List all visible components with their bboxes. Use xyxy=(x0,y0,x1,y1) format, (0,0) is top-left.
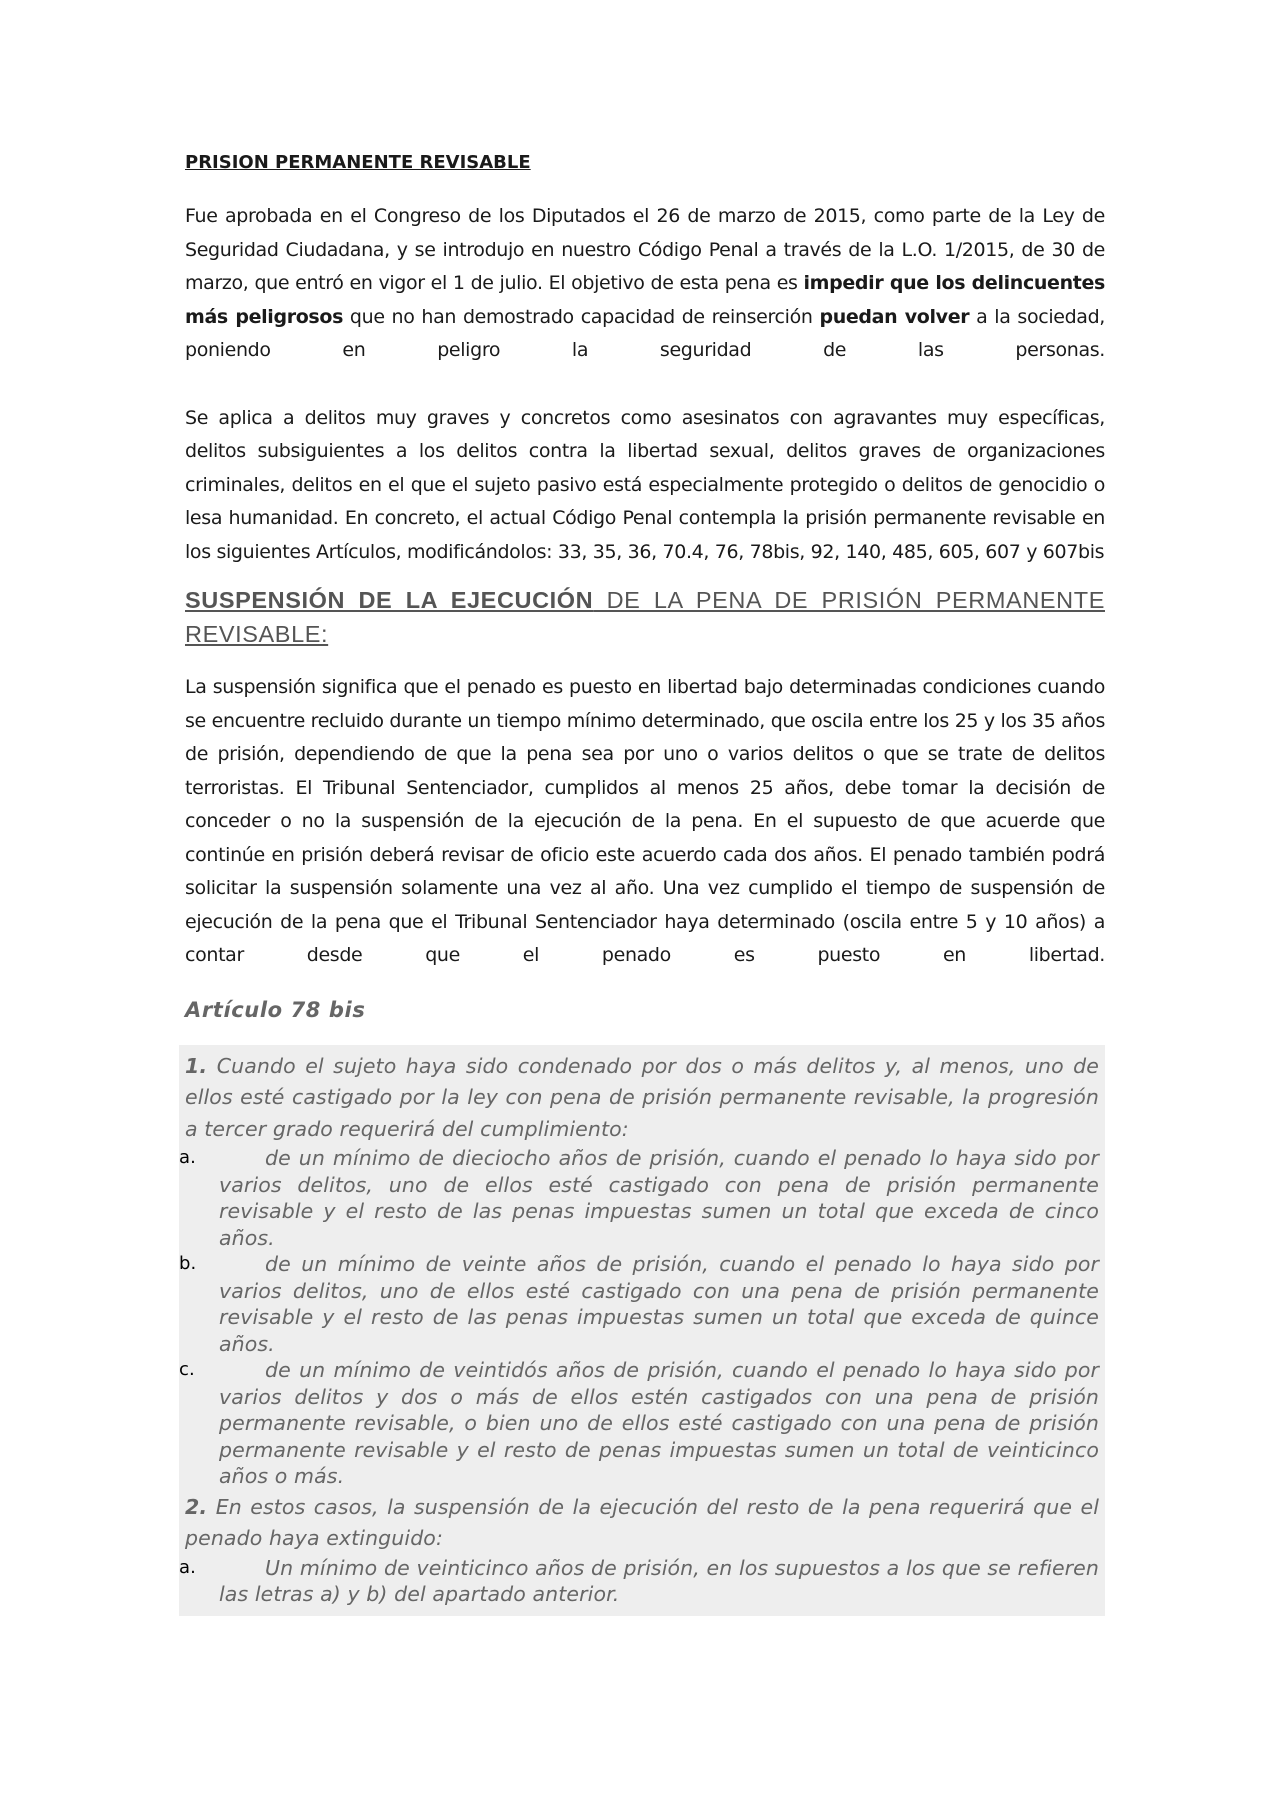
article-quote-box xyxy=(179,1045,1105,1616)
spacer xyxy=(185,368,1105,402)
intro-paragraph xyxy=(185,200,1105,368)
section-heading-rest: DE LA PENA DE PRISIÓN PERMANENTE REVISABLE: xyxy=(185,587,1105,647)
article-paragraph-text: Cuando el sujeto haya sido condenado por dos o más delitos y, al menos, uno de ellos esté castigado por la ley con pena de prisión permanente revisable, la progresión a tercer grado requerirá del cumplimiento: xyxy=(185,1053,1099,1141)
list-marker: c. xyxy=(179,1359,195,1380)
article-paragraph-number: 2. xyxy=(185,1494,208,1519)
intro-bold-1: impedir que los delincuentes más peligrosos xyxy=(185,272,1105,328)
list-item-text: de un mínimo de veinte años de prisión, cuando el penado lo haya sido por varios delitos, uno de ellos esté castigado con una pena de prisión permanente revisable y el resto de las penas impuestas sumen un total que exceda de quince años. xyxy=(219,1252,1099,1356)
article-paragraph-text: En estos casos, la suspensión de la ejecución del resto de la pena requerirá que el penado haya extinguido: xyxy=(185,1494,1099,1550)
article-paragraph-number: 1. xyxy=(185,1053,208,1078)
article-paragraph-1 xyxy=(185,1051,1099,1146)
list-marker: b. xyxy=(179,1253,197,1274)
article-list-item xyxy=(179,1357,1099,1490)
list-marker: a. xyxy=(179,1556,196,1578)
article-heading: Artículo 78 bis xyxy=(185,997,366,1022)
article-list-item xyxy=(179,1555,1099,1608)
document-title: PRISION PERMANENTE REVISABLE xyxy=(185,152,531,173)
document-page xyxy=(179,150,1105,1616)
section-heading-bold: SUSPENSIÓN DE LA EJECUCIÓN xyxy=(185,587,594,613)
suspension-paragraph: La suspensión significa que el penado es puesto en libertad bajo determinadas condiciones cuando se encuentre recluido durante un tiempo mínimo determinado, que oscila entre los 25 y los 35 años de prisión, dependiendo de que la pena sea por uno o varios delitos o que se trate de delitos terroristas. El Tribunal Sentenciador, cumplidos al menos 25 años, debe tomar la decisión de conceder o no la suspensión de la ejecución de la pena. En el supuesto de que acuerde que continúe en prisión deberá revisar de oficio este acuerdo cada dos años. El penado también podrá solicitar la suspensión solamente una vez al año. Una vez cumplido el tiempo de suspensión de ejecución de la pena que el Tribunal Sentenciador haya determinado (oscila entre 5 y 10 años) a contar desde que el penado es puesto en libertad. xyxy=(185,676,1105,966)
intro-text-2: que no han demostrado capacidad de reinserción xyxy=(343,305,820,328)
article-paragraph-2 xyxy=(185,1492,1099,1555)
list-item-text: Un mínimo de veinticinco años de prisión, en los supuestos a los que se refieren las letras a) y b) del apartado anterior. xyxy=(219,1555,1099,1606)
list-item-text: de un mínimo de veintidós años de prisión, cuando el penado lo haya sido por varios delitos y dos o más de ellos estén castigados con una pena de prisión permanente revisable, o bien uno de ellos esté castigado con una pena de prisión permanente revisable y el resto de penas impuestas sumen un total de veinticinco años o más. xyxy=(219,1358,1099,1488)
article-list-item xyxy=(179,1251,1099,1357)
list-marker: a. xyxy=(179,1147,196,1168)
intro-text-1: Fue aprobada en el Congreso de los Diputados el 26 de marzo de 2015, como parte de la Ley de Seguridad Ciudadana, y se introdujo en nuestro Código Penal a través de la L.O. 1/2015, de 30 de marzo, que entró en vigor el 1 de julio. El objetivo de esta pena es xyxy=(185,205,1105,294)
article-list-item xyxy=(179,1145,1099,1251)
intro-bold-2: puedan volver xyxy=(819,305,970,328)
intro-text-3: a la sociedad, poniendo en peligro la seguridad de las personas. xyxy=(185,305,1105,361)
section-heading xyxy=(185,583,1105,651)
spacer xyxy=(185,569,1105,583)
scope-paragraph: Se aplica a delitos muy graves y concretos como asesinatos con agravantes muy específicas, delitos subsiguientes a los delitos contra la libertad sexual, delitos graves de organizaciones criminales, delitos en el que el sujeto pasivo está especialmente protegido o delitos de genocidio o lesa humanidad. En concreto, el actual Código Penal contempla la prisión permanente revisable en los siguientes Artículos, modificándolos: 33, 35, 36, 70.4, 76, 78bis, 92, 140, 485, 605, 607 y 607bis xyxy=(185,406,1105,563)
list-item-text: de un mínimo de dieciocho años de prisión, cuando el penado lo haya sido por varios delitos, uno de ellos esté castigado con pena de prisión permanente revisable y el resto de las penas impuestas sumen un total que exceda de cinco años. xyxy=(219,1146,1099,1250)
